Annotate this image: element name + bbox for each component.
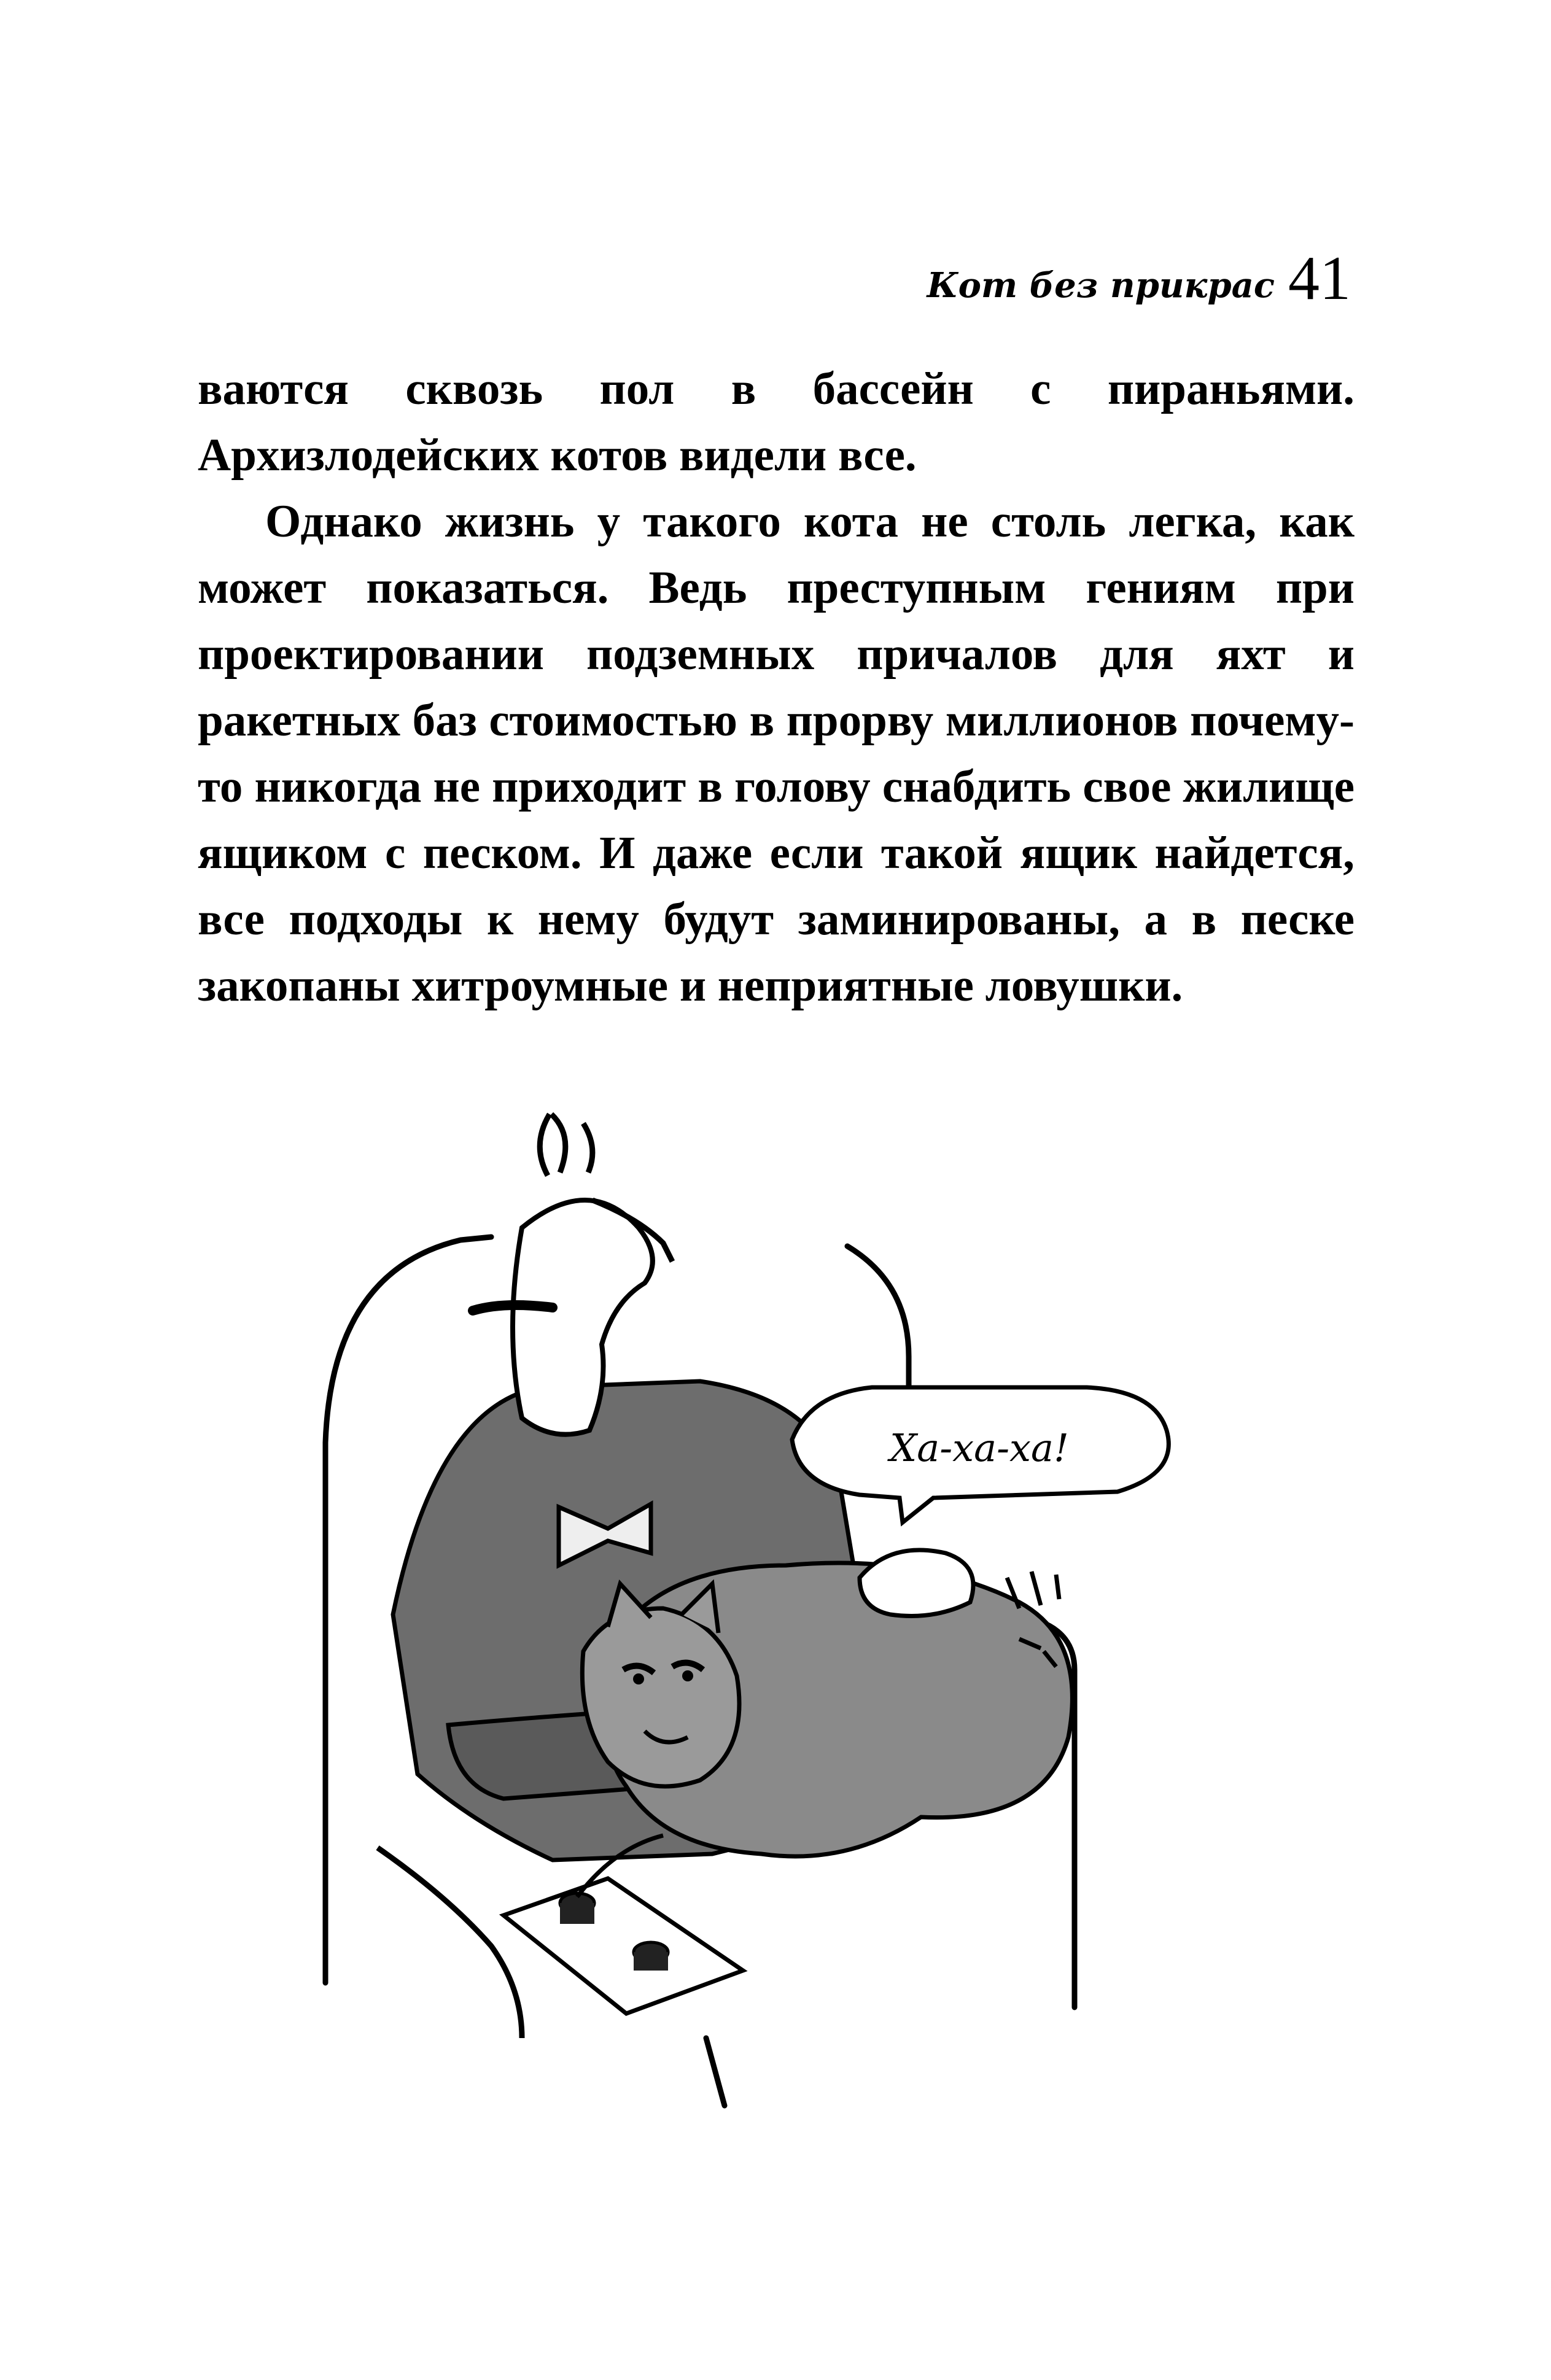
villain-hand <box>860 1550 973 1616</box>
paragraph-2: Однако жизнь у такого кота не столь легка, как может показаться. Ведь преступным гениям при проектировании подземных причалов для яхт и ракетных баз стоимостью в прорву миллионов почему-то никогда не приходит в голову снабдить свое жилище ящиком с песком. И даже если такой ящик найдется, все подходы к нему будут заминированы, а в песке закопаны хитроумные и неприятные ловушки. <box>198 496 1355 1011</box>
running-title: Кот без прикрас <box>927 265 1275 306</box>
cat-pupil-left <box>633 1673 644 1684</box>
running-head <box>927 242 1351 313</box>
cartoon-illustration <box>319 1099 1246 2118</box>
page-number: 41 <box>1288 244 1351 313</box>
cat-head <box>582 1608 739 1786</box>
button-body <box>560 1903 594 1924</box>
paragraph-1: ваются сквозь пол в бассейн с пираньями. Архизлодейских котов видели все. <box>198 363 1355 481</box>
body-text <box>198 356 1355 1019</box>
control-panel <box>503 1878 743 2014</box>
armchair-base <box>706 2038 725 2106</box>
desk-edge <box>378 1848 522 2038</box>
cartoon-drawing <box>319 1099 1246 2118</box>
second-button-body <box>634 1952 668 1971</box>
villain-mouth <box>473 1305 553 1311</box>
villain-eyes <box>540 1114 593 1176</box>
cat-pupil-right <box>682 1670 693 1681</box>
speech-bubble-text: Ха-ха-ха! <box>890 1425 1069 1470</box>
